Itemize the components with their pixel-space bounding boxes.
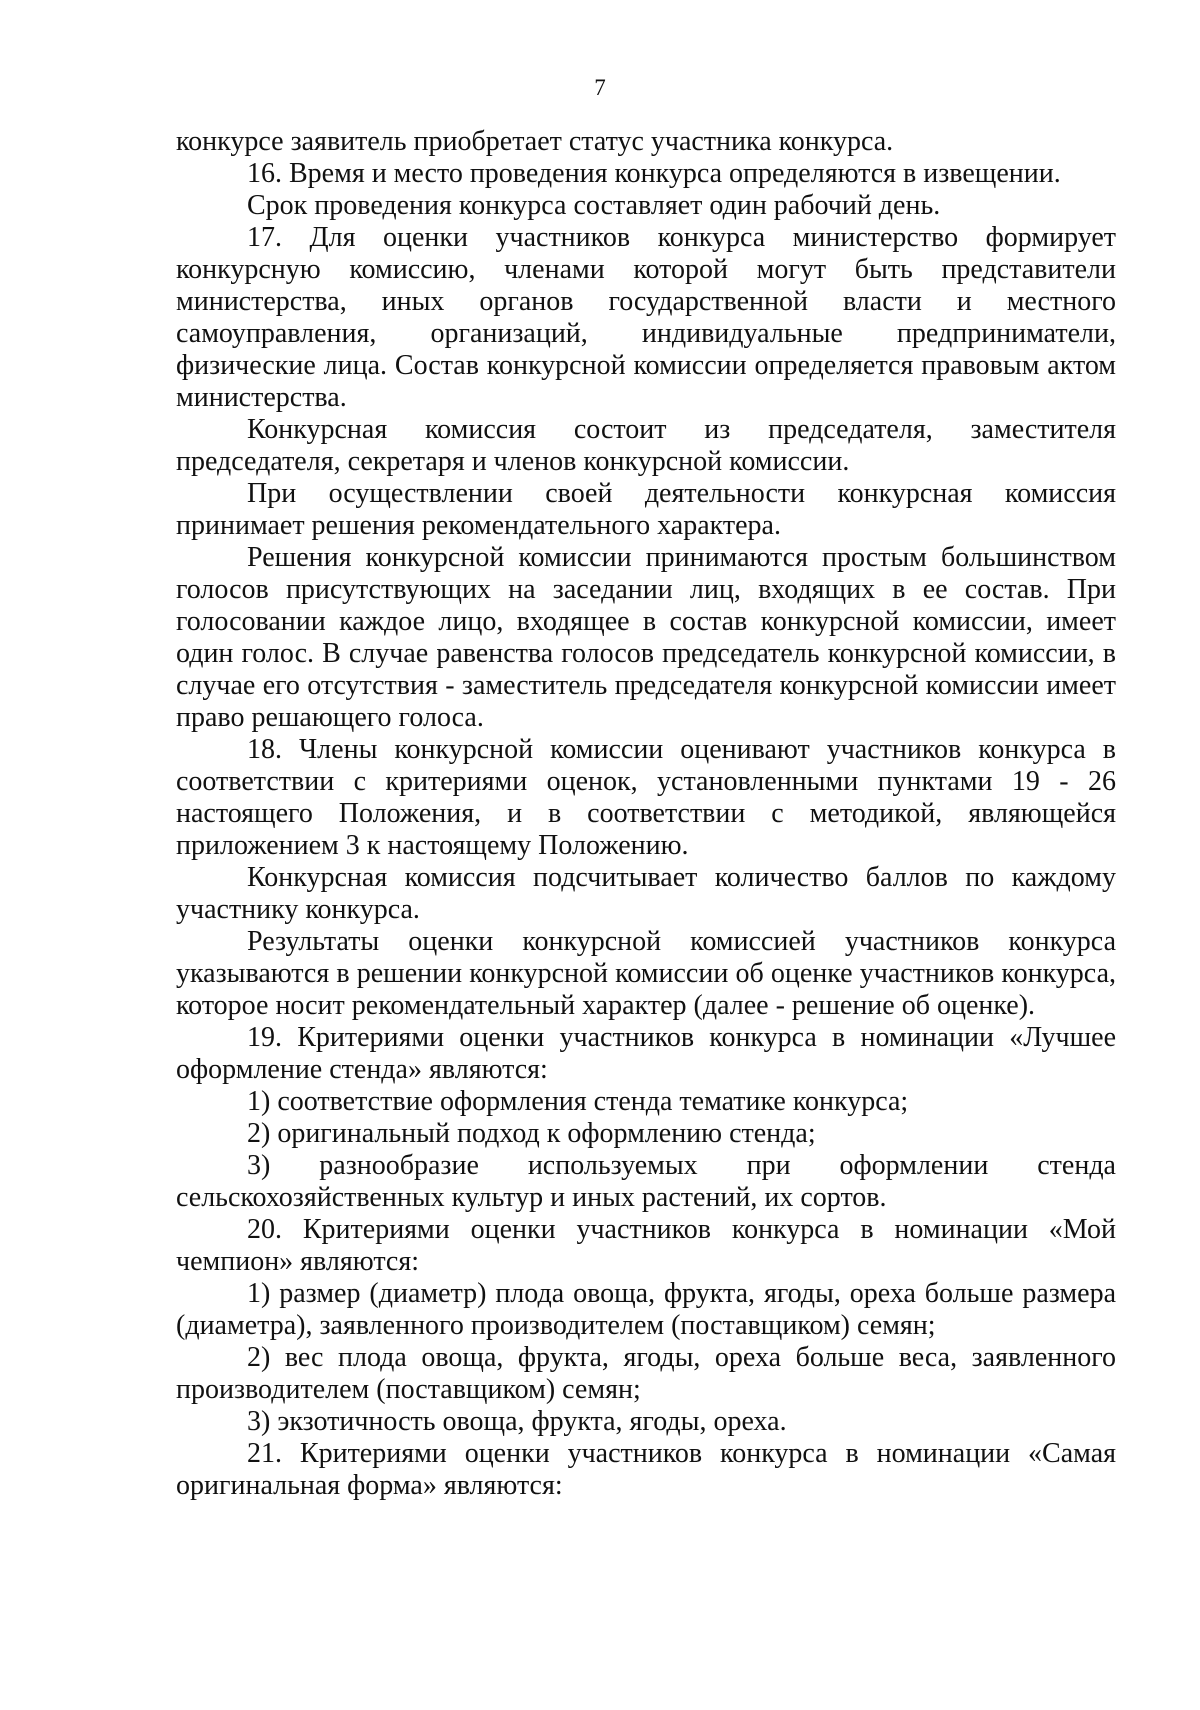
list-item: 3) экзотичность овоща, фрукта, ягоды, ореха.	[247, 1406, 787, 1437]
document-body	[176, 126, 1116, 1502]
paragraph: При осуществлении своей деятельности конкурсная комиссия принимает решения рекомендательного характера.	[176, 478, 1116, 541]
page-number: 7	[594, 75, 606, 100]
paragraph-item-21: 21. Критериями оценки участников конкурса в номинации «Самая оригинальная форма» являются:	[176, 1438, 1116, 1501]
list-item: 1) размер (диаметр) плода овоща, фрукта, ягоды, ореха больше размера (диаметра), заявленного производителем (поставщиком) семян;	[176, 1278, 1116, 1341]
list-item: 2) оригинальный подход к оформлению стенда;	[247, 1118, 816, 1149]
list-item: 2) вес плода овоща, фрукта, ягоды, ореха больше веса, заявленного производителем (поставщиком) семян;	[176, 1342, 1116, 1405]
paragraph: Результаты оценки конкурсной комиссией участников конкурса указываются в решении конкурсной комиссии об оценке участников конкурса, которое носит рекомендательный характер (далее - решение об оценке).	[176, 926, 1116, 1021]
paragraph: Конкурсная комиссия состоит из председателя, заместителя председателя, секретаря и членов конкурсной комиссии.	[176, 414, 1116, 477]
paragraph-item-17: 17. Для оценки участников конкурса министерство формирует конкурсную комиссию, членами которой могут быть представители министерства, иных органов государственной власти и местного самоуправления, организаций, индивидуальные предприниматели, физические лица. Состав конкурсной комиссии определяется правовым актом министерства.	[176, 222, 1116, 413]
list-item: 3) разнообразие используемых при оформлении стенда сельскохозяйственных культур и иных растений, их сортов.	[176, 1150, 1116, 1213]
paragraph-continuation: конкурсе заявитель приобретает статус участника конкурса.	[176, 126, 894, 157]
paragraph: Решения конкурсной комиссии принимаются простым большинством голосов присутствующих на заседании лиц, входящих в ее состав. При голосовании каждое лицо, входящее в состав конкурсной комиссии, имеет один голос. В случае равенства голосов председатель конкурсной комиссии, в случае его отсутствия - заместитель председателя конкурсной комиссии имеет право решающего голоса.	[176, 542, 1116, 733]
paragraph-item-19: 19. Критериями оценки участников конкурса в номинации «Лучшее оформление стенда» являются:	[176, 1022, 1116, 1085]
paragraph-item-16: 16. Время и место проведения конкурса определяются в извещении.	[247, 158, 1061, 189]
list-item: 1) соответствие оформления стенда тематике конкурса;	[247, 1086, 909, 1117]
paragraph: Конкурсная комиссия подсчитывает количество баллов по каждому участнику конкурса.	[176, 862, 1116, 925]
paragraph-item-18: 18. Члены конкурсной комиссии оценивают участников конкурса в соответствии с критериями оценок, установленными пунктами 19 - 26 настоящего Положения, и в соответствии с методикой, являющейся приложением 3 к настоящему Положению.	[176, 734, 1116, 861]
paragraph: Срок проведения конкурса составляет один рабочий день.	[247, 190, 941, 221]
paragraph-item-20: 20. Критериями оценки участников конкурса в номинации «Мой чемпион» являются:	[176, 1214, 1116, 1277]
